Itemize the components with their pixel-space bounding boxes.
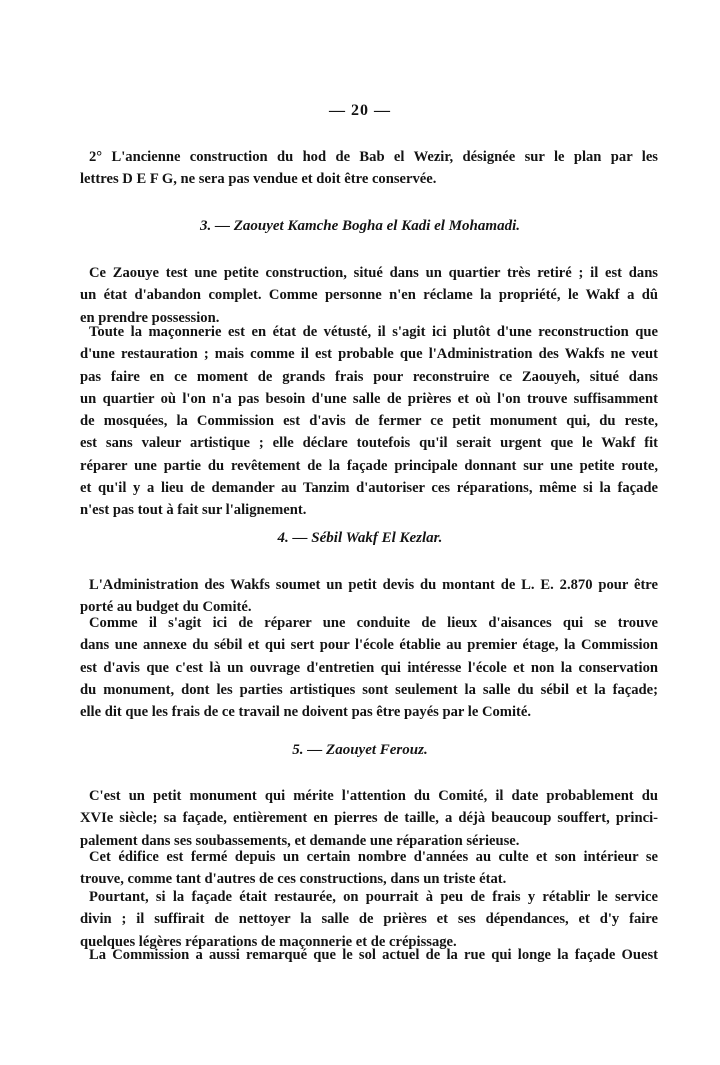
text-line: Pourtant, si la façade était restaurée, on pourrait à peu de frais y rétablir le service: [89, 889, 658, 905]
text-line: divin ; il suffirait de nettoyer la salle de prières et ses dépendances, et d'y faire: [80, 911, 658, 928]
text-line: est d'avis que c'est là un ouvrage d'entretien qui intéresse l'école et non la conservation: [80, 659, 658, 676]
text-line: Cet édifice est fermé depuis un certain nombre d'années au culte et son intérieur se: [89, 849, 658, 865]
text-line: C'est un petit monument qui mérite l'attention du Comité, il date probablement du: [89, 788, 658, 804]
section-4-paragraph-2: [80, 612, 658, 723]
section-2-paragraph: [80, 146, 658, 191]
text-line: Toute la maçonnerie est en état de vétusté, il s'agit ici plutôt d'une reconstruction que: [89, 324, 658, 340]
text-line: palement dans ses soubassements, et demande une réparation sérieuse.: [80, 832, 520, 849]
text-line: quelques légères réparations de maçonnerie et de crépissage.: [80, 933, 457, 950]
section-5-paragraph-1: [80, 785, 658, 852]
text-line: 2° L'ancienne construction du hod de Bab el Wezir, désignée sur le plan par les: [89, 149, 658, 165]
text-line: L'Administration des Wakfs soumet un petit devis du montant de L. E. 2.870 pour être: [89, 577, 658, 593]
text-line: elle dit que les frais de ce travail ne doivent pas être payés par le Comité.: [80, 704, 531, 721]
text-line: un état d'abandon complet. Comme personne n'en réclame la propriété, le Wakf a dû: [80, 287, 658, 304]
text-line: de mosquées, la Commission est d'avis de fermer ce petit monument qui, du reste,: [80, 413, 658, 430]
text-line: n'est pas tout à fait sur l'alignement.: [80, 502, 307, 519]
text-line: du monument, dont les parties artistiques sont seulement la salle du sébil et la façade;: [80, 681, 658, 698]
section-3-heading: 3. — Zaouyet Kamche Bogha el Kadi el Mohamadi.: [199, 218, 520, 234]
section-5-paragraph-4: [80, 944, 658, 966]
text-line: un quartier où l'on n'a pas besoin d'une salle de prières et où l'on trouve suffisamment: [80, 390, 658, 407]
text-line: XVIe siècle; sa façade, entièrement en pierres de taille, a déjà beaucoup souffert, princi-: [80, 810, 658, 827]
text-line: et qu'il y a lieu de demander au Tanzim d'autoriser ces réparations, même si la façade: [80, 480, 658, 497]
section-5-paragraph-3: [80, 886, 658, 953]
section-3-paragraph-2: [80, 321, 658, 522]
text-line: d'une restauration ; mais comme il est probable que l'Administration des Wakfs ne veut: [80, 346, 658, 363]
text-line: lettres D E F G, ne sera pas vendue et doit être conservée.: [80, 171, 437, 188]
text-line: porté au budget du Comité.: [80, 599, 252, 616]
page-number: — 20 —: [329, 102, 391, 119]
text-line: Ce Zaouye test une petite construction, situé dans un quartier très retiré ; il est dans: [89, 265, 658, 281]
section-5-heading: 5. — Zaouyet Ferouz.: [292, 742, 428, 758]
section-5-paragraph-2: [80, 846, 658, 891]
text-line: La Commission a aussi remarqué que le sol actuel de la rue qui longe la façade Ouest: [89, 947, 658, 963]
text-line: est sans valeur artistique ; elle déclare toutefois qu'il serait urgent que le Wakf fit: [80, 435, 658, 452]
section-4-heading: 4. — Sébil Wakf El Kezlar.: [277, 530, 443, 546]
text-line: pas faire en ce moment de grands frais pour reconstruire ce Zaouyeh, situé dans: [80, 368, 658, 385]
text-line: en prendre possession.: [80, 309, 220, 326]
text-line: trouve, comme tant d'autres de ces constructions, dans un triste état.: [80, 871, 507, 888]
section-3-paragraph-1: [80, 262, 658, 329]
text-line: réparer une partie du revêtement de la façade principale donnant sur une petite route,: [80, 457, 658, 474]
text-line: Comme il s'agit ici de réparer une conduite de lieux d'aisances qui se trouve: [89, 615, 658, 631]
text-line: dans une annexe du sébil et qui sert pour l'école établie au premier étage, la Commission: [80, 637, 658, 654]
